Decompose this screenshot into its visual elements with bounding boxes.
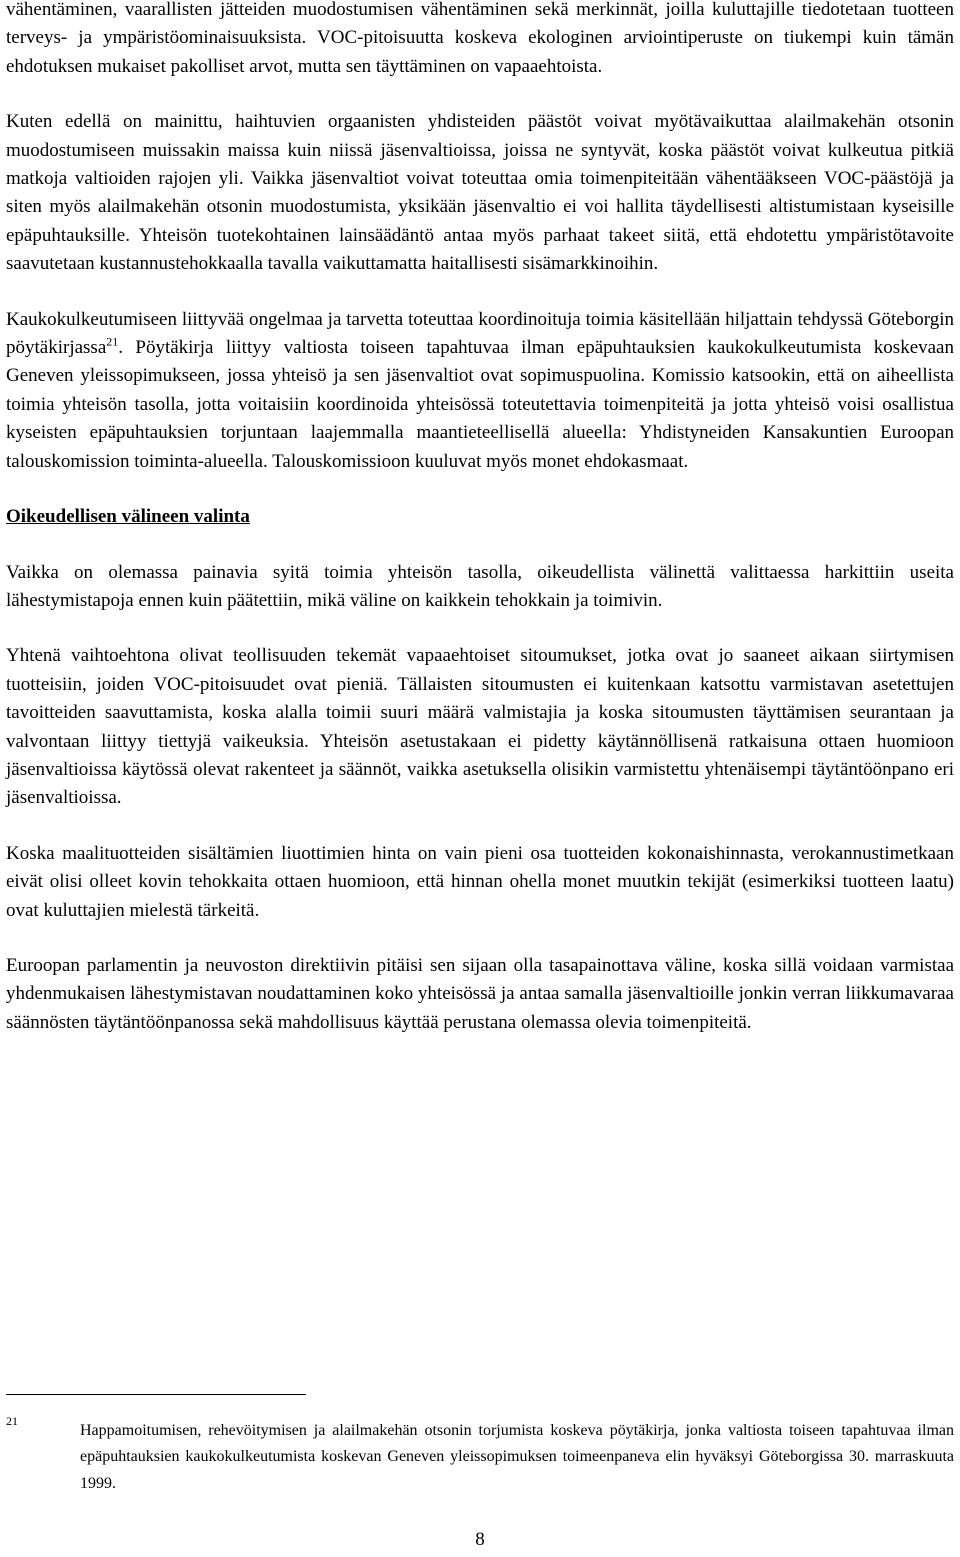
paragraph-gothenburg-text-after: . Pöytäkirja liittyy valtiosta toiseen tapahtuvaa ilman epäpuhtauksien kaukokulkeutumista koskevaan Geneven yleissopimukseen, jossa yhteisö ja sen jäsenvaltiot ovat sopimuspuolina. Komissio katsookin, että on aiheellista toimia yhteisön tasolla, jotta voitaisiin koordinoida yhteisössä toteutettavia toimenpiteitä ja jotta yhteisö voisi osallistua kyseisten epäpuhtauksien torjuntaan laajemmalla maantieteellisellä alueella: Yhdistyneiden Kansakuntien Euroopan talouskomission toiminta-alueella. Talouskomissioon kuuluvat myös monet ehdokasmaat.	[6, 337, 954, 472]
document-page	[6, 0, 954, 1557]
paragraph-transboundary-emissions: Kuten edellä on mainittu, haihtuvien orgaanisten yhdisteiden päästöt voivat myötävaikuttaa alailmakehän otsonin muodostumiseen muissakin maissa kuin niissä jäsenvaltioissa, joissa ne syntyvät, koska päästöt voivat kulkeutua pitkiä matkoja valtioiden rajojen yli. Vaikka jäsenvaltiot voivat toteuttaa omia toimenpiteitään vähentääkseen VOC-päästöjä ja siten myös alailmakehän otsonin muodostumista, yksikään jäsenvaltio ei voi hallita täydellisesti altistumistaan kyseisille epäpuhtauksille. Yhteisön tuotekohtainen lainsäädäntö antaa myös parhaat takeet siitä, että ehdotettu ympäristötavoite saavutetaan kustannustehokkaalla tavalla vaikuttamatta haitallisesti sisämarkkinoihin.	[6, 111, 954, 275]
section-heading: Oikeudellisen välineen valinta	[6, 506, 250, 528]
footnote-number: 21	[6, 1414, 18, 1428]
footnote-separator	[6, 1394, 306, 1395]
paragraph-voluntary-commitments: Yhtenä vaihtoehtona olivat teollisuuden tekemät vapaaehtoiset sitoumukset, jotka ovat jo saaneet aikaan siirtymisen tuotteisiin, joiden VOC-pitoisuudet ovat pieniä. Tällaisten sitoumusten ei kuitenkaan katsottu varmistavan asetettujen tavoitteiden saavuttamista, koska alalla toimii suuri määrä valmistajia ja koska sitoumusten täyttämisen seurantaan ja valvontaan liittyy tiettyjä vaikeuksia. Yhteisön asetustakaan ei pidetty käytännöllisenä ratkaisuna ottaen huomioon jäsenvaltioissa käytössä olevat rakenteet ja säännöt, vaikka asetuksella olisikin varmistettu yhtenäisempi täytäntöönpano eri jäsenvaltioissa.	[6, 645, 954, 809]
paragraph-gothenburg-text-before: Kaukokulkeutumiseen liittyvää ongelmaa ja tarvetta toteuttaa koordinoituja toimia käsitellään hiljattain tehdyssä Göteborgin pöytäkirjassa	[6, 308, 954, 359]
paragraph-ecolabel: vähentäminen, vaarallisten jätteiden muodostumisen vähentäminen sekä merkinnät, joilla kuluttajille tiedotetaan tuotteen terveys- ja ympäristöominaisuuksista. VOC-pitoisuutta koskeva ekologinen arviointiperuste on tiukempi kuin tämän ehdotuksen mukaiset pakolliset arvot, mutta sen täyttäminen on vapaaehtoista.	[6, 0, 954, 77]
footnote-text: Happamoitumisen, rehevöitymisen ja alailmakehän otsonin torjumista koskeva pöytäkirja, jonka valtiosta toiseen tapahtuvaa ilman epäpuhtauksien kaukokulkeutumista koskevan Geneven yleissopimuksen toimeenpaneva elin hyväksyi Göteborgissa 30. marraskuuta 1999.	[80, 1422, 954, 1492]
paragraph-tax-incentives: Koska maalituotteiden sisältämien liuottimien hinta on vain pieni osa tuotteiden kokonaishinnasta, verokannustimetkaan eivät olisi olleet kovin tehokkaita ottaen huomioon, että hinnan ohella monet muutkin tekijät (esimerkiksi tuotteen laatu) ovat kuluttajien mielestä tärkeitä.	[6, 842, 954, 921]
footnote-reference[interactable]: 21	[106, 334, 119, 349]
paragraph-directive: Euroopan parlamentin ja neuvoston direktiivin pitäisi sen sijaan olla tasapainottava väline, koska sillä voidaan varmistaa yhdenmukaisen lähestymistavan noudattaminen koko yhteisössä ja antaa samalla jäsenvaltioille jonkin verran liikkumavaraa säännösten täytäntöönpanossa sekä mahdollisuus käyttää perustana olemassa olevia toimenpiteitä.	[6, 954, 954, 1033]
page-number: 8	[475, 1529, 485, 1550]
paragraph-gothenburg-protocol	[6, 306, 954, 476]
paragraph-instrument-approaches: Vaikka on olemassa painavia syitä toimia yhteisön tasolla, oikeudellista välinettä valittaessa harkittiin useita lähestymistapoja ennen kuin päätettiin, mikä väline on kaikkein tehokkain ja toimivin.	[6, 561, 954, 611]
